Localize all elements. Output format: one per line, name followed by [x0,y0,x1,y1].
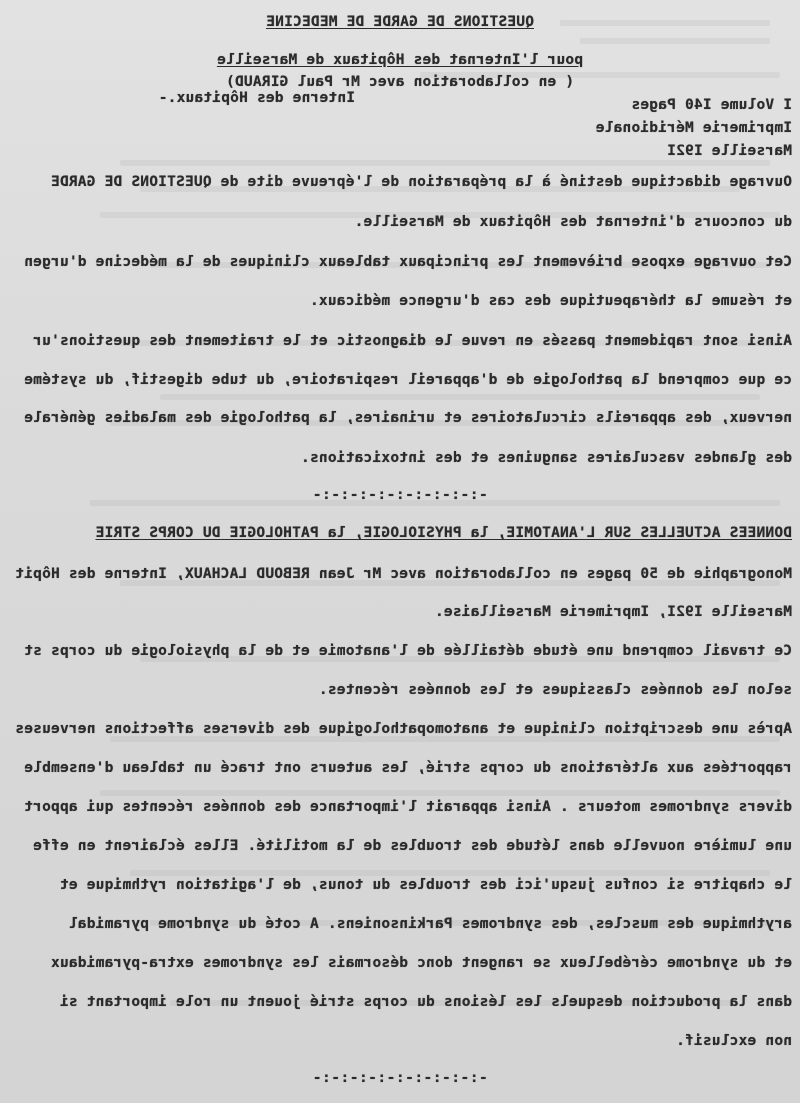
printer-line: Imprimerie Méridionale [595,120,792,136]
interne-line: Interne des Hôpitaux.- [158,90,355,106]
paragraph-line: du concours d'internat des Hôpitaux de Marseille. [354,214,792,230]
doc-collaboration: ( en collaboration avec Mr Paul GIRAUD) [225,74,575,90]
separator: -:-:-:-:-:-:-:-:-:- [312,487,488,503]
section-heading: DONNEES ACTUELLES SUR L'ANATOMIE, la PHYSIOLOGIE, la PATHOLOGIE DU CORPS STRIE [95,525,792,541]
city-year-line: Marseille I92I [666,143,792,159]
paragraph-line: Ce travail comprend une étude détaillée de l'anatomie et de la physiologie du corps st [24,643,792,659]
paragraph-line: non exclusif. [675,1033,792,1049]
paragraph-line: Cet ouvrage expose brièvement les principaux tableaux cliniques de la médecine d'urgen [24,254,792,270]
paragraph-line: nerveux, des appareils circulatoires et urinaires, la pathologie des maladies générale [24,410,792,426]
paragraph-line: Ainsi sont rapidement passés en revue le diagnostic et le traitement des questions'ur [32,333,792,349]
paragraph-line: et du syndrome cérébelleux se rangent donc désormais les syndromes extra-pyramidaux [50,955,792,971]
paragraph-line: dans la production desquels les lésions du corps strié jouent un role important si [59,994,792,1010]
separator: -:-:-:-:-:-:-:-:-:- [312,1070,488,1086]
paragraph-line: rapportées aux altérations du corps strié, les auteurs ont tracé un tableau d'ensemble [24,760,792,776]
paragraph-line: et résume la thérapeutique des cas d'urgence médicaux. [309,293,792,309]
paragraph-line: des glandes vasculaires sanguines et des intoxications. [300,450,792,466]
doc-title: QUESTIONS DE GARDE DE MEDECINE [266,14,534,30]
doc-subtitle: pour l'Internat des Hôpitaux de Marseille [216,52,584,68]
paragraph-line: une lumière nouvelle dans létude des troubles de la motilité. Elles éclairent en effe [32,838,792,854]
paragraph-line: Ouvrage didactique destiné à la préparation de l'épreuve dite de QUESTIONS DE GARDE [50,174,792,190]
paragraph-line: arythmique des muscles, des syndromes Parkinsoniens. A coté du syndrome pyramidal [68,916,792,932]
paragraph-line: selon les données classiques et les données récentes. [318,682,792,698]
volume-line: I Volume I40 Pages [631,97,792,113]
paragraph-line: le chapitre si confus jusqu'ici des troubles du tonus, de l'agitation rythmique et [59,877,792,893]
paragraph-line: Monographie de 50 pages en collaboration avec Mr Jean REBOUD LACHAUX, Interne des Hôpit [15,566,792,582]
paragraph-line: Après une description clinique et anatomopathologique des diverses affections nerveuses [15,721,792,737]
paragraph-line: divers syndromes moteurs . Ainsi apparait l'importance des données récentes qui apport [24,799,792,815]
paragraph-line: Marseille I92I, Imprimerie Marseillaise. [434,604,792,620]
paragraph-line: ce que comprend la pathologie de d'appareil respiratoire, du tube digestif, du systéme [24,372,792,388]
